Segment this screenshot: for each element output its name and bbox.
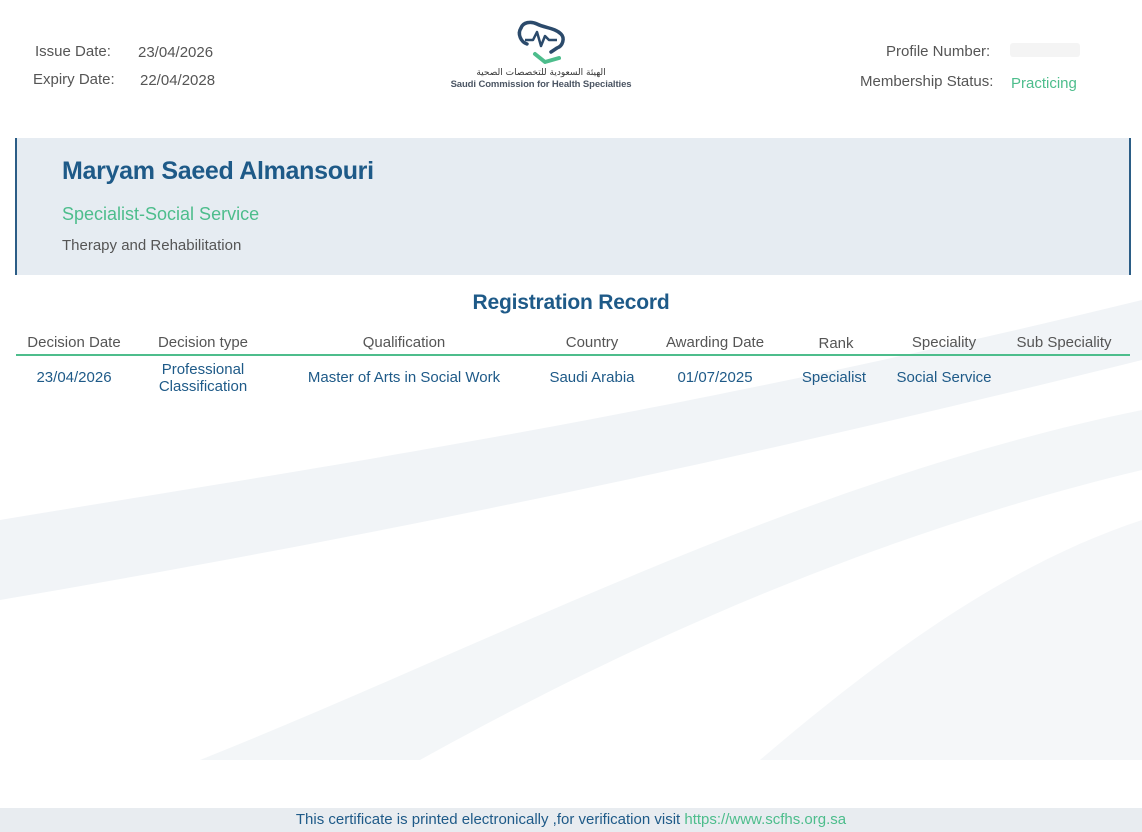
membership-status-label: Membership Status:	[860, 73, 994, 90]
expiry-date-value: 22/04/2028	[140, 72, 216, 89]
expiry-date-label: Expiry Date:	[33, 71, 115, 88]
logo-english-text: Saudi Commission for Health Specialties	[450, 79, 632, 90]
logo-arabic-text: الهيئة السعودية للتخصصات الصحية	[476, 68, 606, 78]
column-header-decision-date: Decision Date	[27, 334, 121, 351]
profile-number-row	[886, 43, 990, 60]
cell-speciality: Social Service	[896, 369, 992, 386]
cell-rank: Specialist	[801, 369, 867, 386]
cell-awarding-date: 01/07/2025	[677, 369, 753, 386]
profile-number-label: Profile Number:	[886, 43, 991, 60]
practitioner-title: Specialist-Social Service	[62, 204, 260, 224]
footer-text: This certificate is printed electronically ,for verification visit	[295, 811, 681, 828]
column-header-sub-speciality: Sub Speciality	[1016, 334, 1112, 351]
column-header-speciality: Speciality	[911, 334, 977, 351]
issue-date-label: Issue Date:	[35, 43, 111, 60]
table-row	[16, 356, 1130, 406]
registration-record-title: Registration Record	[472, 291, 670, 314]
scfhs-logo	[448, 18, 634, 100]
column-header-decision-type: Decision type	[157, 334, 249, 351]
practitioner-department: Therapy and Rehabilitation	[62, 237, 242, 254]
column-header-country: Country	[565, 334, 619, 351]
cell-decision-date: 23/04/2026	[36, 369, 112, 386]
cell-country: Saudi Arabia	[549, 369, 635, 386]
practitioner-name: Maryam Saeed Almansouri	[62, 157, 374, 185]
column-header-rank: Rank	[818, 335, 854, 352]
issue-date-row	[35, 43, 214, 61]
expiry-date-row	[33, 71, 216, 89]
membership-status-value: Practicing	[1011, 75, 1077, 92]
scfhs-emblem-icon	[511, 18, 571, 66]
column-header-awarding-date: Awarding Date	[665, 334, 765, 351]
cell-qualification: Master of Arts in Social Work	[307, 369, 501, 386]
registration-table	[16, 330, 1130, 406]
certificate-header	[0, 0, 1142, 130]
column-header-qualification: Qualification	[362, 334, 446, 351]
membership-status-row	[860, 73, 1077, 92]
cell-decision-type: Professional Classification	[158, 361, 248, 395]
profile-number-redacted	[1010, 43, 1080, 57]
practitioner-card	[15, 138, 1131, 275]
issue-date-value: 23/04/2026	[138, 44, 214, 61]
verification-footer	[0, 808, 1142, 832]
verification-link[interactable]: https://www.scfhs.org.sa	[684, 811, 847, 828]
table-header	[16, 330, 1130, 356]
